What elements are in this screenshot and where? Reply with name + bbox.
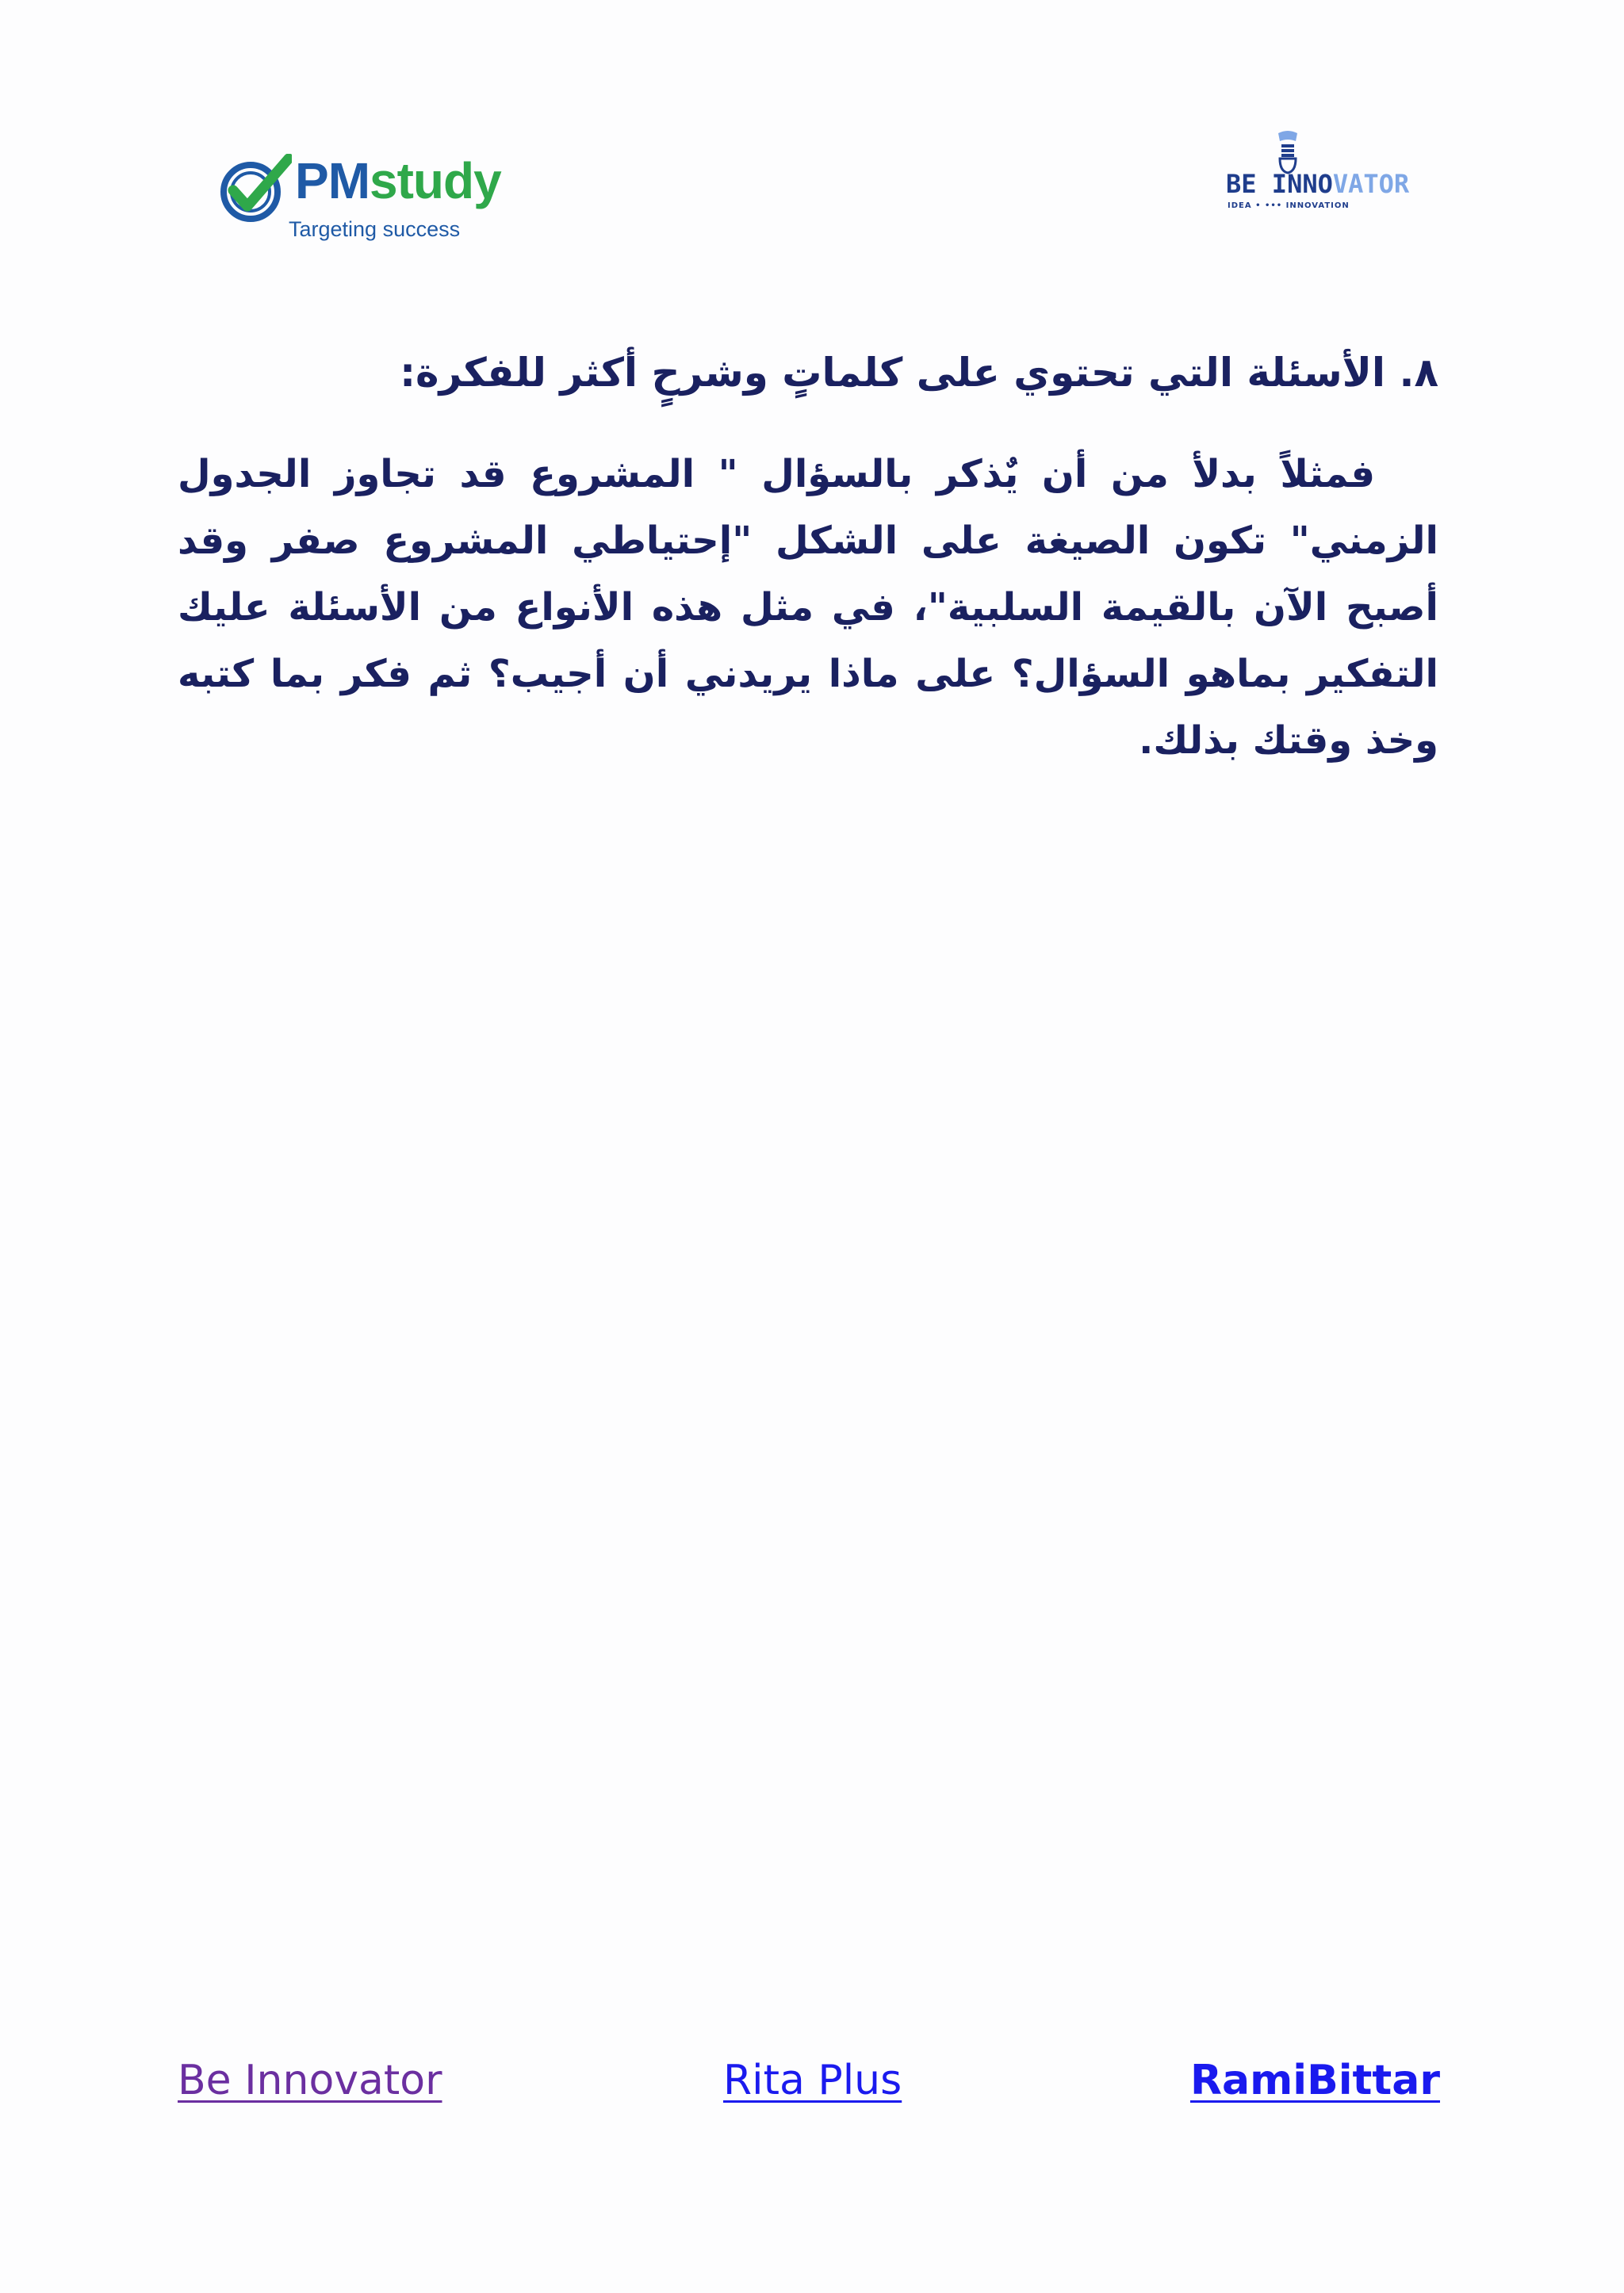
checkmark-circle-icon	[219, 154, 292, 227]
be-innovator-logo	[1226, 130, 1448, 217]
be-innovator-wordmark: BE INNOVATOR	[1226, 169, 1410, 199]
pmstudy-wordmark: PMstudy	[295, 152, 501, 209]
footer-link-rita-plus[interactable]: Rita Plus	[723, 2057, 902, 2104]
footer-link-be-innovator[interactable]: Be Innovator	[178, 2057, 442, 2104]
pmstudy-tagline: Targeting success	[289, 217, 461, 241]
body-paragraph: فمثلاً بدلأ من أن يٌذكر بالسؤال " المشروع قد تجاوز الجدول الزمني" تكون الصيغة على الشكل "إحتياطي المشروع صفر وقد أصبح الآن بالقيمة السلبية"، في مثل هذه الأنواع من الأسئلة عليك التفكير بماهو السؤال؟ على ماذا يريدني أن أجيب؟ ثم فكر بما كتبه وخذ وقتك بذلك.	[178, 452, 1438, 763]
be-innovator-subtitle: IDEA • ••• INNOVATION	[1228, 201, 1350, 210]
footer-link-rami-bittar[interactable]: RamiBittar	[1189, 2057, 1440, 2104]
section-heading: ٨. الأسئلة التي تحتوي على كلماتٍ وشرحٍ أكثر للفكرة:	[400, 350, 1438, 396]
pmstudy-logo	[219, 147, 512, 247]
